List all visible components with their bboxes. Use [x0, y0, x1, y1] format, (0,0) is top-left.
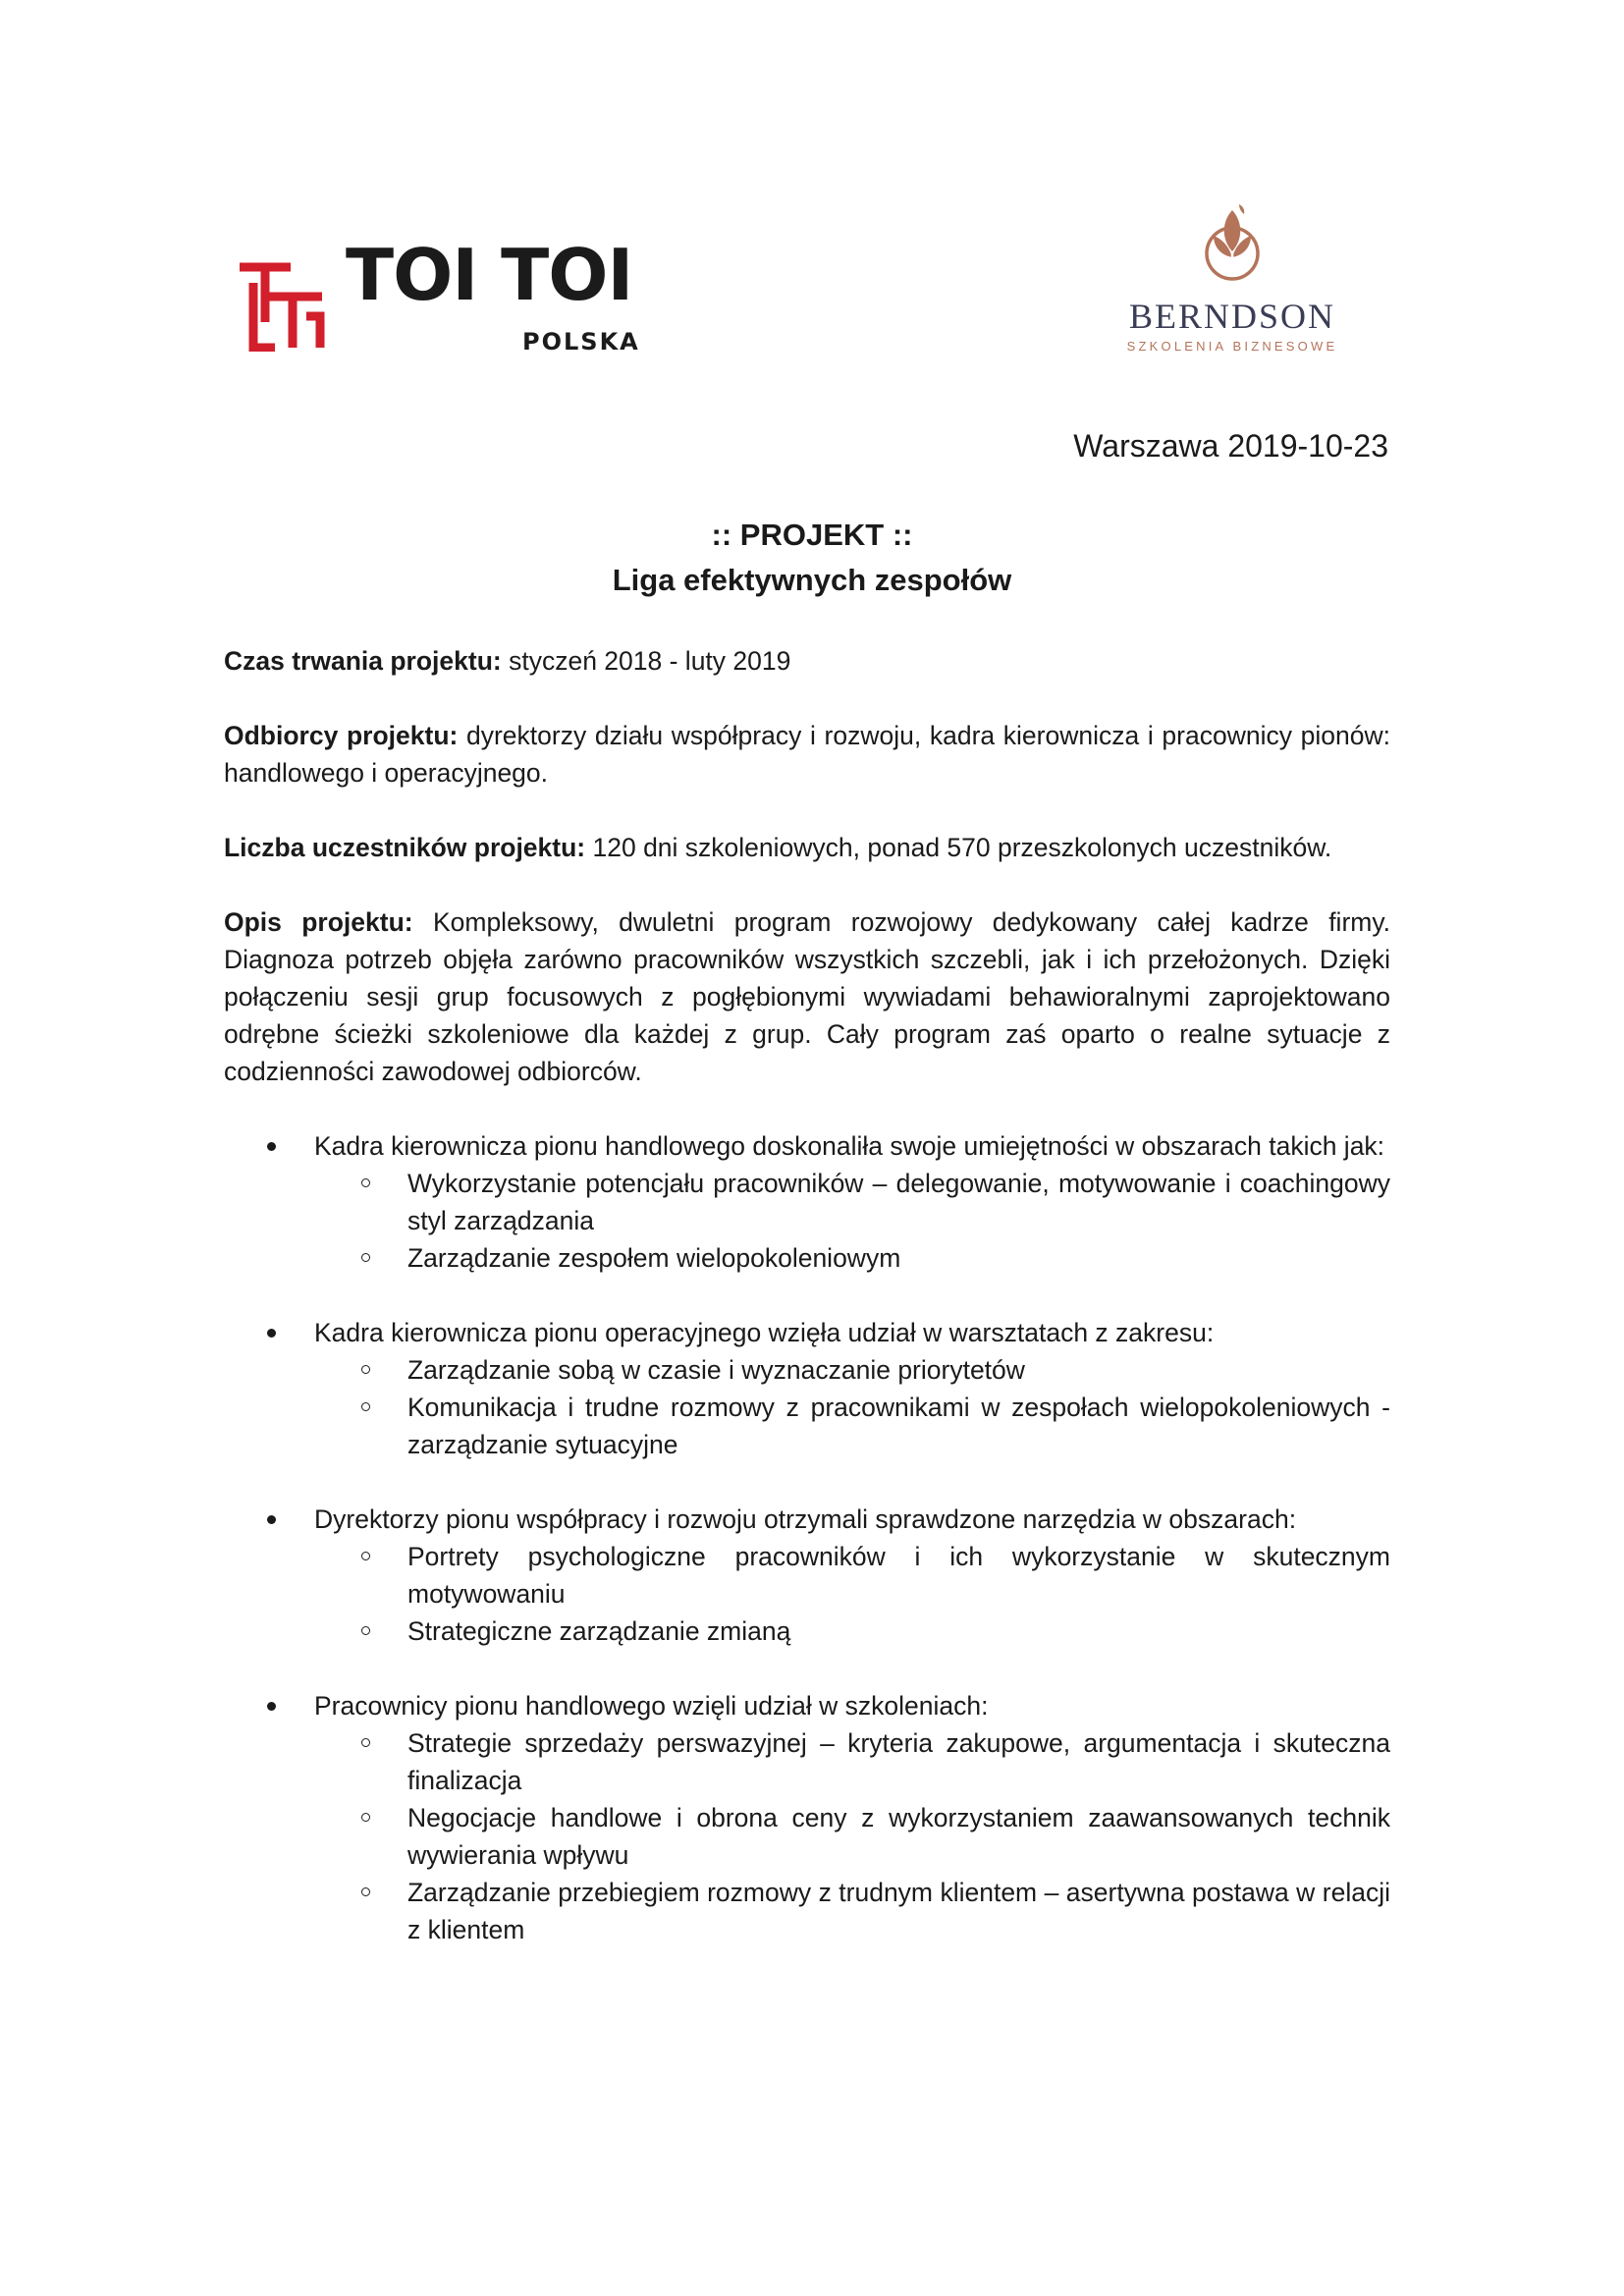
sub-list-item-text: Zarządzanie sobą w czasie i wyznaczanie priorytetów — [407, 1355, 1025, 1385]
field-participants — [224, 829, 1390, 866]
field-participants-value: 120 dni szkoleniowych, ponad 570 przeszkolonych uczestników. — [585, 833, 1332, 862]
sub-list — [314, 1351, 1390, 1463]
circle-bullet-icon — [361, 1178, 370, 1187]
berndson-logo — [1110, 202, 1355, 359]
bullet-icon — [267, 1329, 276, 1338]
list-item — [224, 1501, 1390, 1650]
toitoi-logo-mark-icon — [236, 257, 326, 352]
circle-bullet-icon — [361, 1626, 370, 1635]
list-item-text: Dyrektorzy pionu współpracy i rozwoju otrzymali sprawdzone narzędzia w obszarach: — [314, 1504, 1297, 1534]
toitoi-logo — [236, 234, 648, 361]
sub-list-item — [314, 1389, 1390, 1463]
sub-list-item — [314, 1239, 1390, 1277]
sub-list-item-text: Strategiczne zarządzanie zmianą — [407, 1616, 791, 1646]
list-item — [224, 1314, 1390, 1463]
circle-bullet-icon — [361, 1887, 370, 1896]
document-date: Warszawa 2019-10-23 — [1073, 428, 1388, 464]
bullet-icon — [267, 1702, 276, 1711]
sub-list — [314, 1165, 1390, 1277]
sub-list-item-text: Wykorzystanie potencjału pracowników – delegowanie, motywowanie i coachingowy styl zarządzania — [407, 1169, 1390, 1235]
field-participants-label: Liczba uczestników projektu: — [224, 833, 586, 862]
field-duration-label: Czas trwania projektu: — [224, 646, 502, 676]
field-recipients — [224, 717, 1390, 792]
sub-list-item-text: Zarządzanie przebiegiem rozmowy z trudnym klientem – asertywna postawa w relacji z klientem — [407, 1878, 1390, 1944]
list-item — [224, 1687, 1390, 1948]
title-line-2: Liga efektywnych zespołów — [612, 563, 1012, 597]
sub-list-item — [314, 1874, 1390, 1948]
sub-list-item — [314, 1799, 1390, 1874]
circle-bullet-icon — [361, 1738, 370, 1747]
berndson-logo-sub: SZKOLENIA BIZNESOWE — [1126, 339, 1338, 354]
sub-list-item-text: Portrety psychologiczne pracowników i ich wykorzystanie w skutecznym motywowaniu — [407, 1542, 1390, 1609]
sub-list-item — [314, 1724, 1390, 1799]
title-line-1: :: PROJEKT :: — [711, 518, 913, 552]
sub-list-item — [314, 1538, 1390, 1613]
sub-list-item — [314, 1613, 1390, 1650]
sub-list-item-text: Zarządzanie zespołem wielopokoleniowym — [407, 1243, 901, 1273]
berndson-leaf-icon — [1200, 202, 1265, 285]
sub-list-item-text: Strategie sprzedaży perswazyjnej – kryteria zakupowe, argumentacja i skuteczna finalizacja — [407, 1728, 1390, 1795]
list-item — [224, 1127, 1390, 1277]
sub-list — [314, 1538, 1390, 1650]
field-recipients-value: dyrektorzy działu współpracy i rozwoju, kadra kierownicza i pracownicy pionów: handlowego i operacyjnego. — [224, 721, 1390, 788]
circle-bullet-icon — [361, 1253, 370, 1262]
circle-bullet-icon — [361, 1552, 370, 1560]
field-description-label: Opis projektu: — [224, 907, 413, 937]
program-list — [224, 1127, 1390, 1948]
document-title — [0, 513, 1624, 603]
field-description-value: Kompleksowy, dwuletni program rozwojowy dedykowany całej kadrze firmy. Diagnoza potrzeb objęła zarówno pracowników wszystkich szczebli, jak i ich przełożonych. Dzięki połączeniu sesji grup focusowych z pogłębionymi wywiadami behawioralnymi zaprojektowano odrębne ścieżki szkoleniowe dla każdej z grup. Cały program zaś oparto o realne sytuacje z codzienności zawodowej odbiorców. — [224, 907, 1390, 1086]
list-item-text: Pracownicy pionu handlowego wzięli udział w szkoleniach: — [314, 1691, 989, 1721]
document-body — [224, 642, 1390, 1986]
bullet-icon — [267, 1515, 276, 1524]
bullet-icon — [267, 1142, 276, 1151]
sub-list-item — [314, 1165, 1390, 1239]
sub-list-item-text: Negocjacje handlowe i obrona ceny z wykorzystaniem zaawansowanych technik wywierania wpływu — [407, 1803, 1390, 1870]
field-description — [224, 903, 1390, 1090]
toitoi-logo-name: TOI TOI — [346, 234, 633, 316]
field-recipients-label: Odbiorcy projektu: — [224, 721, 459, 750]
sub-list — [314, 1724, 1390, 1948]
list-item-text: Kadra kierownicza pionu handlowego doskonaliła swoje umiejętności w obszarach takich jak: — [314, 1131, 1385, 1161]
field-duration — [224, 642, 1390, 680]
sub-list-item-text: Komunikacja i trudne rozmowy z pracownikami w zespołach wielopokoleniowych - zarządzanie sytuacyjne — [407, 1393, 1390, 1459]
circle-bullet-icon — [361, 1813, 370, 1822]
sub-list-item — [314, 1351, 1390, 1389]
toitoi-logo-sub: POLSKA — [522, 328, 640, 355]
berndson-logo-name: BERNDSON — [1128, 297, 1336, 336]
circle-bullet-icon — [361, 1402, 370, 1411]
field-duration-value: styczeń 2018 - luty 2019 — [501, 646, 791, 676]
circle-bullet-icon — [361, 1365, 370, 1374]
list-item-text: Kadra kierownicza pionu operacyjnego wzięła udział w warsztatach z zakresu: — [314, 1318, 1215, 1347]
